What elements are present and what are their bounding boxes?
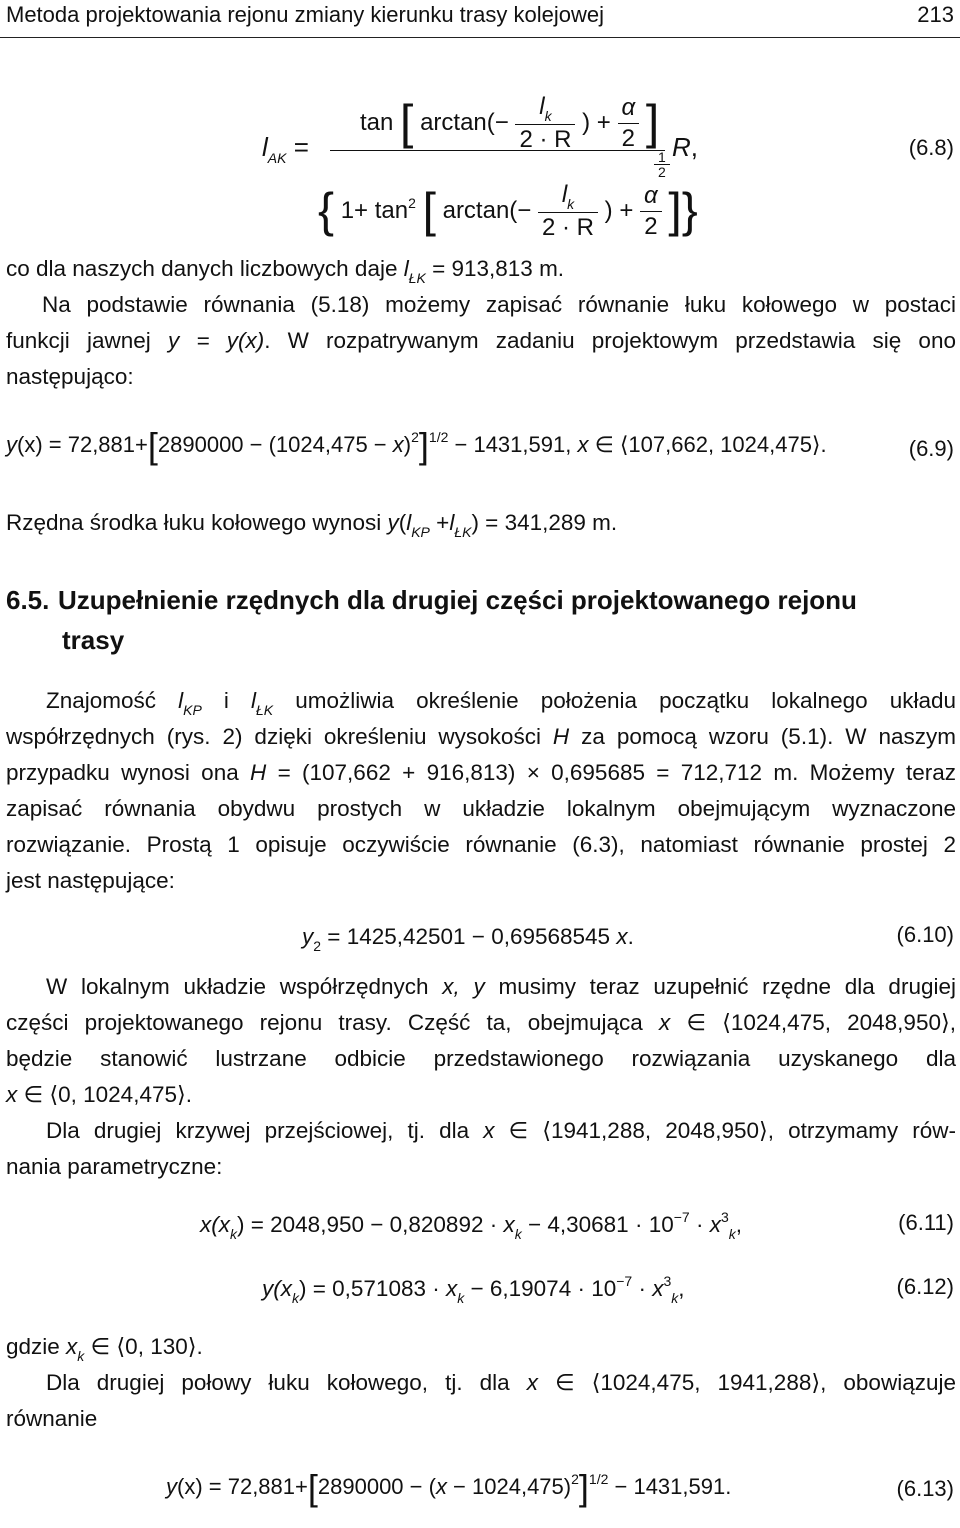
- equation-6-8: $l_{AK}$ = tan [ arctan(− $\frac{l_k}{2 \cdot R}$ ) + $\frac{\alpha}{2}$ ] { $1+ \tan^2$ [ arctan(− $\frac{l_k}{2 \cdot R}$ ) + $\frac{\alpha}{2}$ ]} $\frac{1}{2}$ R, (6.8): [262, 93, 954, 241]
- para4-line3: równanie: [6, 1406, 98, 1431]
- text1-line1: co dla naszych danych liczbowych daje $l_{ŁK} = 913,813$ m.: [6, 256, 565, 286]
- equation-6-9: $y(x) = 72,881+[2890000 - (1024,475 - x)^2]^{1/2} - 1431,591$, x ∈ ⟨107,662, 1024,475⟩.: [6, 425, 827, 467]
- eq68-R: R: [672, 132, 691, 162]
- text1-line3: funkcji jawnej y = y(x). W rozpatrywanym zadaniu projektowym przedstawia się ono: [6, 328, 956, 353]
- para1-line2: współrzędnych (rys. 2) dzięki określeniu wysokości H za pomocą wzoru (5.1). W naszym: [6, 724, 956, 749]
- eq68-lhs-sub: AK: [267, 150, 287, 166]
- para1-line1: Znajomość $l_{KP}$ i $l_{ŁK}$ umożliwia określenie położenia początku lokalnego układu: [46, 688, 956, 718]
- equation-6-13: $y(x) = 72,881+[2890000 - (x - 1024,475)^2]^{1/2} - 1431,591$.: [166, 1467, 732, 1509]
- text1-line4: następująco:: [6, 364, 134, 389]
- eq610-label: (6.10): [896, 922, 954, 947]
- eq68-label: (6.8): [908, 135, 954, 160]
- para3-line2: nania parametryczne:: [6, 1154, 223, 1179]
- eq68-lhs: l: [262, 132, 268, 162]
- eq611-label: (6.11): [898, 1210, 954, 1235]
- text2-line: Rzędna środka łuku kołowego wynosi $y(l_{KP} +l_{ŁK}) = 341,289$ m.: [6, 510, 618, 540]
- para2-line1: W lokalnym układzie współrzędnych x, y musimy teraz uzupełnić rzędne dla drugiej: [46, 974, 956, 999]
- running-header: [0, 0, 960, 38]
- eq613-label: (6.13): [896, 1476, 954, 1501]
- page-number: 213: [917, 2, 954, 27]
- para2-line4: x ∈ ⟨0, 1024,475⟩.: [6, 1082, 193, 1107]
- para1-line4: zapisać równania obydwu prostych w układzie lokalnym obejmującym wyznaczone: [6, 796, 956, 821]
- equation-6-10: $y_2 = 1425,42501 - 0,69568545$ x.: [302, 924, 634, 954]
- text1-line2: Na podstawie równania (5.18) możemy zapisać równanie łuku kołowego w postaci: [42, 292, 956, 317]
- eq68-equals: =: [293, 132, 309, 162]
- eq68-denominator: { $1+ \tan^2$ [ arctan(− $\frac{l_k}{2 \cdot R}$ ) + $\frac{\alpha}{2}$ ]}: [318, 181, 698, 241]
- eq68-fraction-bar: [330, 150, 665, 151]
- para1-line5: rozwiązanie. Prostą 1 opisuje oczywiście równanie (6.3), natomiast równanie prostej 2: [6, 832, 956, 857]
- eq68-numerator: tan [ arctan(− $\frac{l_k}{2 \cdot R}$ ) + $\frac{\alpha}{2}$ ]: [360, 93, 660, 153]
- para1-line3: przypadku wynosi ona H = (107,662 + 916,813) × 0,695685 = 712,712 m. Możemy teraz: [6, 760, 956, 785]
- para2-line3: będzie stanowić lustrzane odbicie przedstawionego rozwiązania uzyskanego dla: [6, 1046, 956, 1071]
- para3-line1: Dla drugiej krzywej przejściowej, tj. dla x ∈ ⟨1941,288, 2048,950⟩, otrzymamy rów-: [46, 1118, 957, 1143]
- para2-line2: części projektowanego rejonu trasy. Część ta, obejmująca x ∈ ⟨1024,475, 2048,950⟩,: [6, 1010, 956, 1035]
- equation-6-12: $y(x_k) = 0,571083 \cdot x_k - 6,19074 \cdot 10^{-7} \cdot x^3_k$,: [262, 1273, 685, 1306]
- section-number: 6.5.: [6, 585, 50, 615]
- section-heading: [6, 580, 956, 660]
- para4-line2: Dla drugiej połowy łuku kołowego, tj. dla x ∈ ⟨1024,475, 1941,288⟩, obowiązuje: [46, 1370, 956, 1395]
- eq69-label: (6.9): [908, 436, 954, 461]
- eq612-label: (6.12): [896, 1274, 954, 1299]
- para4-line1: gdzie $x_k$ ∈ ⟨0, 130⟩.: [6, 1334, 203, 1364]
- section-title-line2: trasy: [62, 625, 125, 655]
- para1-line6: jest następujące:: [6, 868, 175, 893]
- equation-6-11: $x(x_k) = 2048,950 - 0,820892 \cdot x_k - 4,30681 \cdot 10^{-7} \cdot x^3_k$,: [200, 1209, 742, 1242]
- section-title-line1: Uzupełnienie rzędnych dla drugiej części projektowanego rejonu: [58, 585, 857, 615]
- running-title: Metoda projektowania rejonu zmiany kierunku trasy kolejowej: [6, 2, 604, 27]
- eq68-exponent: $\frac{1}{2}$: [654, 150, 670, 179]
